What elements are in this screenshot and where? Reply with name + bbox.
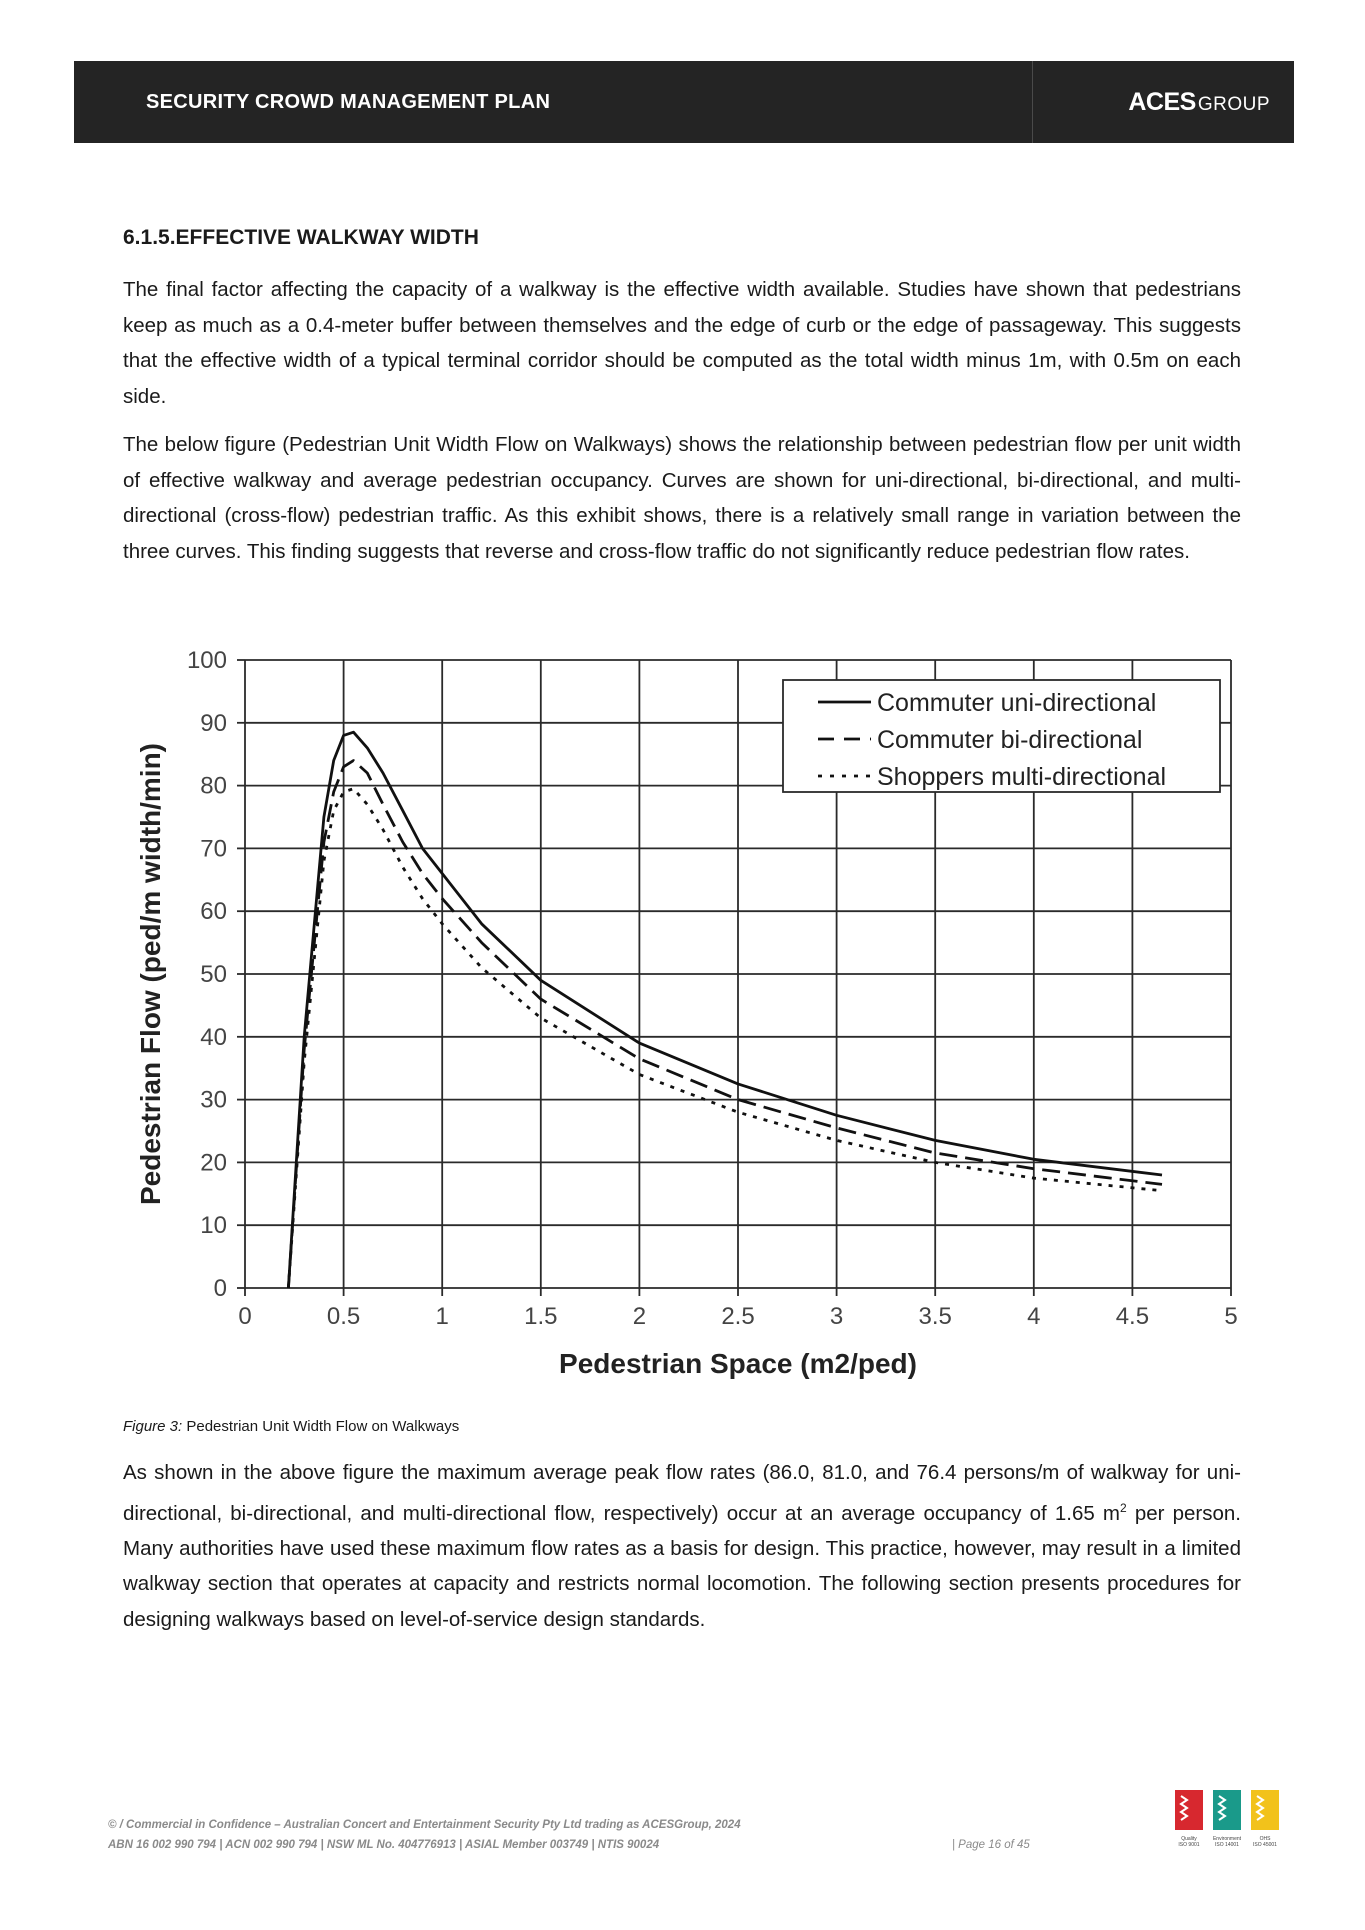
cert-environment-label: Environment ISO 14001 xyxy=(1212,1836,1242,1848)
y-axis-title: Pedestrian Flow (ped/m width/min) xyxy=(135,742,166,1206)
squared-superscript: 2 xyxy=(1120,1500,1127,1515)
series-line-dotted xyxy=(288,789,1162,1288)
paragraph-figure-intro: The below figure (Pedestrian Unit Width Flow on Walkways) shows the relationship between pedestrian flow per unit width of effective walkway and average pedestrian occupancy. Curves are shown for uni-directional, bi-directional, and multi-directional (cross-flow) pedestrian traffic. As this exhibit shows, there is a relatively small range in variation between the three curves. This finding suggests that reverse and cross-flow traffic do not significantly reduce pedestrian flow rates. xyxy=(123,433,1241,563)
page-number: | Page 16 of 45 xyxy=(952,1839,1030,1851)
x-axis-title: Pedestrian Space (m2/ped) xyxy=(559,1348,917,1379)
logo-bold-text: ACES xyxy=(1128,88,1196,116)
ohs-certification-icon xyxy=(1251,1790,1279,1830)
x-tick-label: 3.5 xyxy=(918,1303,952,1330)
y-tick-label: 50 xyxy=(200,961,227,988)
environment-certification-icon xyxy=(1213,1790,1241,1830)
aces-group-logo xyxy=(1128,88,1270,117)
y-tick-label: 90 xyxy=(200,709,227,737)
cert-environment-bg xyxy=(1213,1790,1241,1830)
x-tick-label: 3 xyxy=(829,1303,844,1330)
y-tick-label: 30 xyxy=(200,1086,227,1114)
quality-certification-icon xyxy=(1175,1790,1203,1830)
x-tick-label: 1 xyxy=(435,1303,449,1330)
legend-entry-label: Commuter uni-directional xyxy=(877,689,1157,717)
y-tick-label: 20 xyxy=(200,1149,227,1177)
footer-registration: ABN 16 002 990 794 | ACN 002 990 794 | NSW ML No. 404776913 | ASIAL Member 003749 | NTIS 90024 xyxy=(108,1839,660,1851)
paragraph-peak-flow-part2: per person. Many authorities have used these maximum flow rates as a basis for design. This practice, however, may result in a limited walkway section that operates at capacity and restricts normal locomotion. The following section presents procedures for designing walkways based on level-of-service design standards. xyxy=(123,1501,1241,1631)
x-tick-label: 0 xyxy=(238,1303,252,1330)
y-tick-label: 60 xyxy=(200,898,227,926)
header-divider xyxy=(1032,61,1033,143)
paragraph-effective-width: The final factor affecting the capacity of a walkway is the effective width available. Studies have shown that pedestrians keep as much as a 0.4-meter buffer between themselves and the edge of curb or the edge of passageway. This suggests that the effective width of a typical terminal corridor should be computed as the total width minus 1m, with 0.5m on each side. xyxy=(123,278,1241,408)
paragraph-peak-flow-part1: As shown in the above figure the maximum average peak flow rates (86.0, 81.0, and 76.4 persons/m of walkway for uni-directional, bi-directional, and multi-directional flow, respectively) occur at an average occupancy of 1.65 m xyxy=(123,1461,1241,1525)
y-tick-label: 0 xyxy=(213,1275,227,1302)
y-tick-label: 80 xyxy=(200,772,227,800)
document-title: SECURITY CROWD MANAGEMENT PLAN xyxy=(146,91,551,113)
figure-caption-label: Figure 3: xyxy=(123,1418,183,1435)
section-heading: 6.1.5.EFFECTIVE WALKWAY WIDTH xyxy=(123,226,479,249)
pedestrian-flow-chart xyxy=(130,635,1250,1405)
y-tick-label: 10 xyxy=(200,1212,227,1240)
figure-caption xyxy=(123,1418,459,1435)
cert-ohs-bg xyxy=(1251,1790,1279,1830)
x-tick-label: 0.5 xyxy=(326,1303,361,1330)
x-tick-label: 2 xyxy=(632,1303,647,1330)
x-tick-label: 1.5 xyxy=(524,1303,558,1330)
page-header xyxy=(74,61,1294,143)
y-tick-label: 40 xyxy=(200,1023,227,1051)
logo-light-text: GROUP xyxy=(1197,94,1270,115)
x-tick-label: 4.5 xyxy=(1115,1303,1150,1330)
chart-legend xyxy=(783,680,1220,792)
y-tick-label: 70 xyxy=(200,835,227,863)
paragraph-peak-flow xyxy=(123,1455,1241,1637)
x-tick-label: 2.5 xyxy=(721,1303,755,1330)
legend-entry-label: Commuter bi-directional xyxy=(877,726,1143,754)
x-tick-label: 4 xyxy=(1027,1303,1041,1330)
series-line-solid xyxy=(288,732,1162,1288)
legend-entry-label: Shoppers multi-directional xyxy=(877,763,1167,791)
footer-copyright: © / Commercial in Confidence – Australian Concert and Entertainment Security Pty Ltd trading as ACESGroup, 2024 xyxy=(108,1819,741,1831)
cert-quality-label: Quality ISO 9001 xyxy=(1178,1836,1200,1848)
cert-ohs-label: OHS ISO 45001 xyxy=(1253,1836,1277,1848)
figure-caption-text: Pedestrian Unit Width Flow on Walkways xyxy=(182,1418,460,1435)
x-tick-label: 5 xyxy=(1224,1303,1238,1330)
y-tick-label: 100 xyxy=(186,647,227,674)
cert-quality-bg xyxy=(1175,1790,1203,1830)
